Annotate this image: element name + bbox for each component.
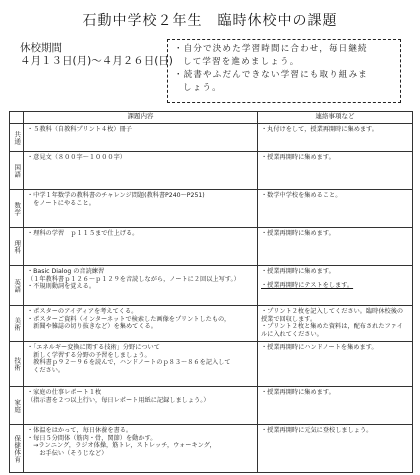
closure-period bbox=[20, 42, 173, 68]
content-line: をノートにやること。 bbox=[27, 199, 95, 207]
notes-line: ・丸付けをして，授業再開時に集めます。 bbox=[261, 126, 378, 133]
content-cell bbox=[24, 266, 258, 306]
content-line: ・５教科（自教科プリント４枚）冊子 bbox=[27, 126, 132, 133]
content-cell bbox=[24, 152, 258, 190]
content-line: ・毎日５分間体（筋肉・骨，関節）を動かす。 bbox=[27, 434, 157, 442]
table-row bbox=[10, 228, 413, 266]
notice-line: しょう。 bbox=[183, 83, 222, 93]
notes-line: ・授業再開時に集めます。 bbox=[261, 268, 335, 275]
content-line: ください。 bbox=[27, 366, 65, 374]
notes-cell bbox=[258, 190, 413, 228]
table-row bbox=[10, 266, 413, 306]
content-line: 新しく学習する分野の予習をしましょう。 bbox=[27, 351, 151, 359]
content-cell bbox=[24, 387, 258, 425]
notes-cell bbox=[258, 266, 413, 306]
notes-line: ・数学中学校を集めること。 bbox=[261, 192, 342, 199]
content-line: ・Basic Dialog の音読練習 bbox=[27, 268, 105, 275]
content-cell bbox=[24, 306, 258, 342]
content-line: ・理科の学習 ｐ１１５まで仕上げる。 bbox=[27, 230, 139, 237]
content-line: ・「エネルギー変換に関する技術」分野について bbox=[27, 344, 160, 351]
notes-line: ・授業再開時にテストをします。 bbox=[261, 281, 354, 289]
notes-cell bbox=[258, 306, 413, 342]
assignment-table bbox=[9, 111, 413, 473]
notes-cell bbox=[258, 228, 413, 266]
content-line: ・ポスターご資料（インターネットで検索した画像をプリントしたもの， bbox=[27, 315, 231, 323]
subject-cell: 技術 bbox=[10, 342, 24, 387]
notes-line: ・授業再開時にハンドノートを集めます。 bbox=[261, 344, 378, 351]
subject-cell: 英語 bbox=[10, 266, 24, 306]
content-cell bbox=[24, 342, 258, 387]
notes-line: ・授業再開時に元気に登校しましょう。 bbox=[261, 427, 373, 434]
table-row bbox=[10, 342, 413, 387]
subject-cell: 理科 bbox=[10, 228, 24, 266]
subject-cell: 数学 bbox=[10, 190, 24, 228]
content-cell bbox=[24, 425, 258, 473]
content-cell bbox=[24, 124, 258, 152]
content-line: 教科書ｐ９２～９６を読んで，ハンドノートのｐ８３～８６を記入して bbox=[27, 359, 231, 367]
period-dates: ４月１３日(月)～４月２６日(日) bbox=[20, 55, 173, 67]
subject-cell: 家庭 bbox=[10, 387, 24, 425]
notice-line: して学習を進めましょう。 bbox=[183, 57, 300, 67]
table-header-row bbox=[10, 112, 413, 124]
table-header-notes: 連絡事項など bbox=[258, 112, 413, 124]
content-line: ・中学１年数学の教科書のチャレンジ問題(教科書P240～P251) bbox=[27, 192, 205, 199]
notice-line: ・読書やふだんできない学習にも取り組みま bbox=[174, 70, 369, 80]
content-line: ・意見文（８００字～１０００字） bbox=[27, 154, 126, 161]
notice-line: ・自分で決めた学習時間に合わせ，毎日継続 bbox=[174, 44, 368, 54]
notes-line: ・授業再開時に集めます。 bbox=[261, 154, 335, 161]
table-row bbox=[10, 190, 413, 228]
notes-cell bbox=[258, 342, 413, 387]
notes-cell bbox=[258, 152, 413, 190]
notes-line: ・プリント２枚と集めた資料は，配布されたファイルに入れてください。 bbox=[261, 323, 403, 338]
notes-cell bbox=[258, 425, 413, 473]
content-cell bbox=[24, 190, 258, 228]
content-line: 新聞や雑誌の切り抜きなど）を集めてくる。 bbox=[27, 323, 157, 331]
content-line: ・ポスターのアイディアを考えてくる。 bbox=[27, 308, 138, 315]
table-row bbox=[10, 152, 413, 190]
notes-cell bbox=[258, 124, 413, 152]
table-row bbox=[10, 306, 413, 342]
table-row bbox=[10, 387, 413, 425]
subject-cell: 共通 bbox=[10, 124, 24, 152]
notes-line: ・授業再開時に集めます。 bbox=[261, 230, 335, 237]
notes-line: ・授業再開時に集めます。 bbox=[261, 389, 335, 396]
content-cell bbox=[24, 228, 258, 266]
notes-line: ・プリント２枚を記入してください。臨時休校後の授業で回収します。 bbox=[261, 308, 404, 323]
subject-cell: 保健体育 bbox=[10, 425, 24, 473]
table-row bbox=[10, 425, 413, 473]
notes-cell bbox=[258, 387, 413, 425]
table-row bbox=[10, 124, 413, 152]
table-header-content: 課題内容 bbox=[24, 112, 258, 124]
notice-box bbox=[167, 39, 401, 103]
period-label: 休校期間 bbox=[20, 42, 62, 54]
content-line: （１年教科書ｐ１２６～ｐ１２９を音読しながら，ノートに２回以上写す。） bbox=[27, 275, 240, 283]
content-line: （指示書を２つ以上行い，毎日レポート用紙に記録しましょう。） bbox=[27, 396, 210, 404]
content-line: →ランニング，ラジオ体操，筋トレ，ストレッチ，ウォーキング， bbox=[27, 442, 216, 450]
content-line: ・体温をはかって，毎日休養を書る。 bbox=[27, 427, 133, 434]
page-title: 石動中学校２年生 臨時休校中の課題 bbox=[82, 13, 338, 29]
subject-cell: 国語 bbox=[10, 152, 24, 190]
content-line: ・家庭の仕事レポート１枚 bbox=[27, 389, 102, 396]
content-line: ・不規則動詞を覚える。 bbox=[27, 283, 96, 291]
subject-cell: 美術 bbox=[10, 306, 24, 342]
table-header-subject bbox=[10, 112, 24, 124]
content-line: お手伝い（そうじなど） bbox=[27, 449, 108, 457]
